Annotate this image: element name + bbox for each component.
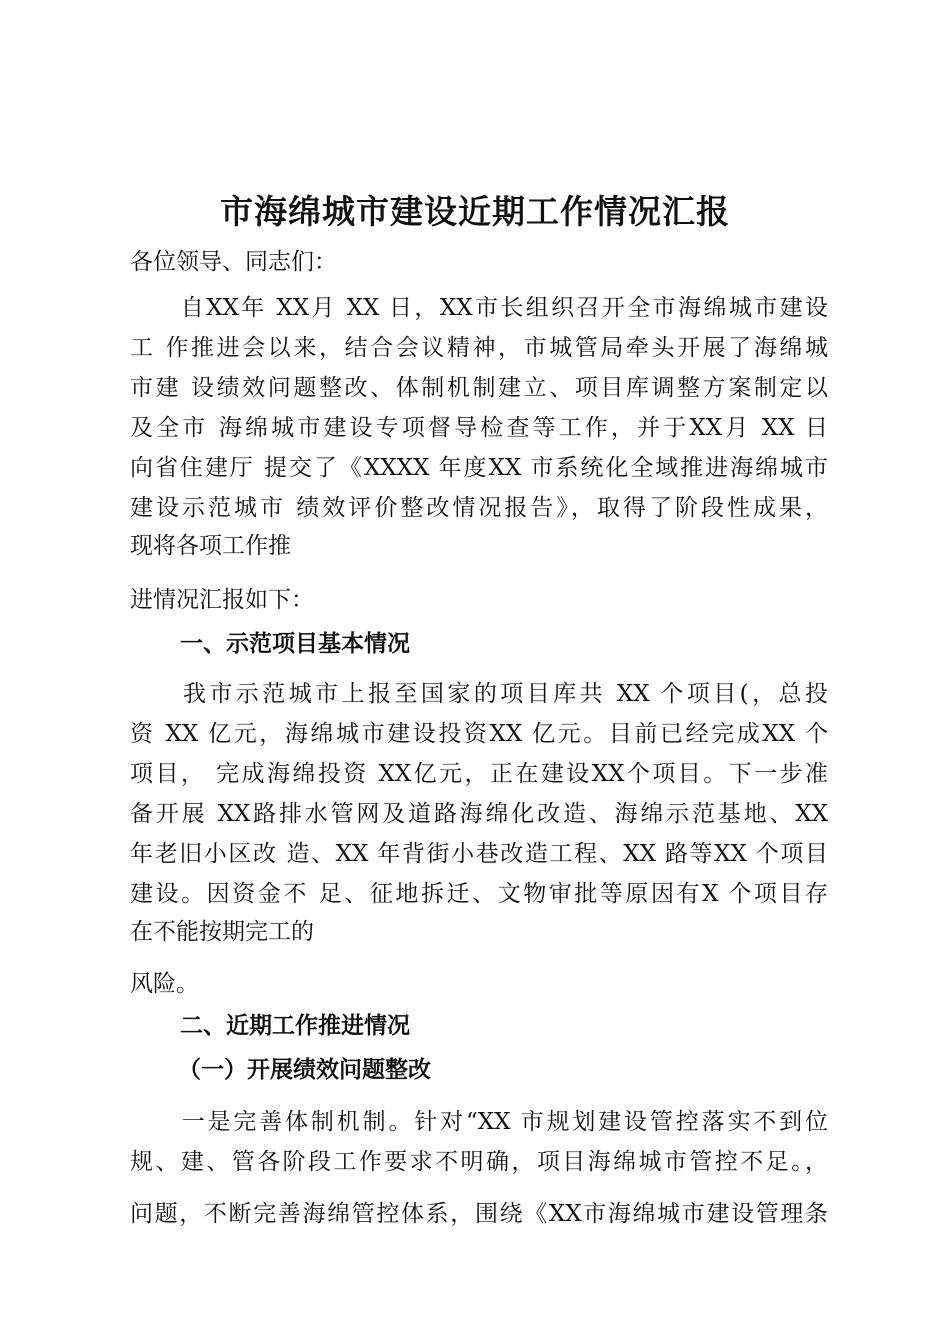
paragraph-line: 年老旧小区改 造、XX 年背街小巷改造工程、XX 路等XX 个项目 xyxy=(130,841,828,867)
paragraph-line: 备开展 XX路排水管网及道路海绵化改造、海绵示范基地、XX xyxy=(130,801,828,827)
paragraph-line: 问题，不断完善海绵管控体系，围绕《XX市海绵城市建设管理条 xyxy=(130,1201,828,1227)
paragraph-line: 进情况汇报如下： xyxy=(130,587,314,613)
paragraph-line: 自XX年 XX月 XX 日，XX市长组织召开全市海绵城市建设 xyxy=(130,295,828,321)
paragraph-line: 项目， 完成海绵投资 XX亿元，正在建设XX个项目。下一步准 xyxy=(130,761,828,787)
paragraph-line: 风险。 xyxy=(130,971,199,997)
paragraph-line: 工 作推进会以来，结合会议精神，市城管局牵头开展了海绵城 xyxy=(130,335,828,361)
paragraph-line: 市建 设绩效问题整改、体制机制建立、项目库调整方案制定以 xyxy=(130,375,828,401)
paragraph-line: 向省住建厅 提交了《XXXX 年度XX 市系统化全域推进海绵城市 xyxy=(130,455,828,481)
paragraph-line: 及全市 海绵城市建设专项督导检查等工作，并于XX月 XX 日 xyxy=(130,415,828,441)
document-title: 市海绵城市建设近期工作情况汇报 xyxy=(220,192,730,231)
paragraph-line: 资 XX 亿元，海绵城市建设投资XX 亿元。目前已经完成XX 个 xyxy=(130,721,828,747)
paragraph-line: 一是完善体制机制。针对“XX 市规划建设管控落实不到位 xyxy=(130,1109,828,1135)
paragraph-line: 在不能按期完工的 xyxy=(130,919,314,945)
paragraph-line: 建设示范城市 绩效评价整改情况报告》，取得了阶段性成果， xyxy=(130,495,828,521)
greeting: 各位领导、同志们： xyxy=(130,249,337,275)
section-heading: 一、示范项目基本情况 xyxy=(180,631,410,657)
paragraph-line: 我市示范城市上报至国家的项目库共 XX 个项目(，总投 xyxy=(130,681,828,707)
paragraph-line: 建设。因资金不 足、征地拆迁、文物审批等原因有X 个项目存 xyxy=(130,881,828,907)
subsection-heading: （一）开展绩效问题整改 xyxy=(178,1057,431,1083)
paragraph-line: 规、建、管各阶段工作要求不明确，项目海绵城市管控不足。， xyxy=(130,1149,828,1175)
paragraph-line: 现将各项工作推 xyxy=(130,533,291,559)
section-heading: 二、近期工作推进情况 xyxy=(180,1013,410,1039)
